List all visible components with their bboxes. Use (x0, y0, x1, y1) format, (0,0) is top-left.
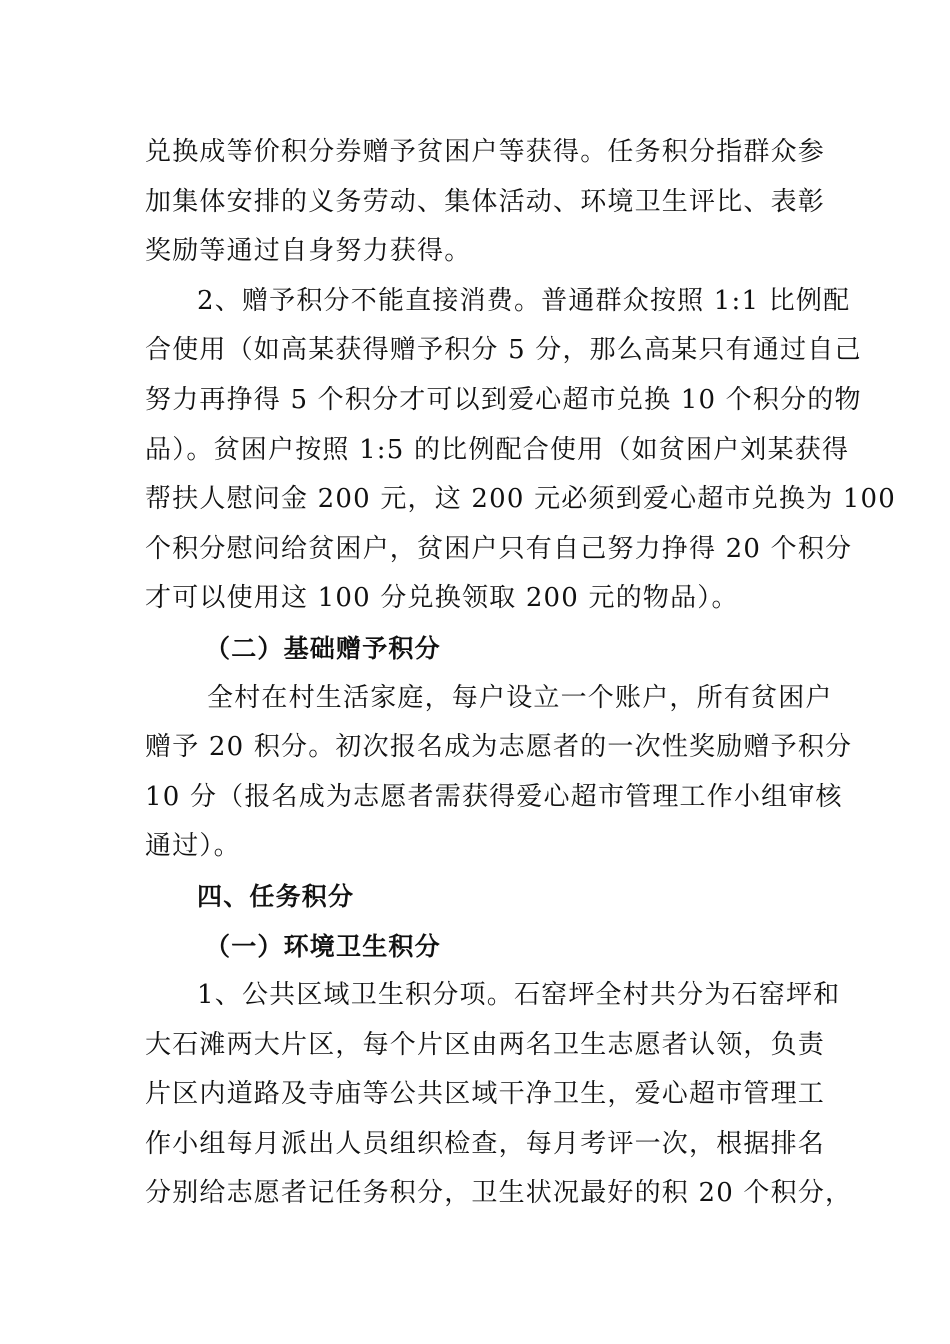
text-line: 努力再挣得 5 个积分才可以到爱心超市兑换 10 个积分的物 (145, 384, 862, 415)
text-line: 2、赠予积分不能直接消费。普通群众按照 1:1 比例配 (197, 285, 851, 316)
text-line: 才可以使用这 100 分兑换领取 200 元的物品）。 (145, 583, 739, 614)
paragraph-2 (145, 277, 897, 624)
text-line: 大石滩两大片区，每个片区由两名卫生志愿者认领，负责 (145, 1029, 826, 1060)
text-line: 10 分（报名成为志愿者需获得爱心超市管理工作小组审核 (145, 781, 843, 812)
section-heading-environment-points: （一）环境卫生积分 (205, 931, 441, 961)
text-line: 兑换成等价积分券赠予贫困户等获得。任务积分指群众参 (145, 137, 826, 167)
paragraph-4 (145, 971, 853, 1219)
text-line: 合使用（如高某获得赠予积分 5 分，那么高某只有通过自己 (145, 335, 862, 366)
text-line: 片区内道路及寺庙等公共区域干净卫生，爱心超市管理工 (145, 1079, 826, 1110)
text-line: 全村在村生活家庭，每户设立一个账户，所有贫困户 (207, 682, 833, 713)
paragraph-3 (145, 674, 853, 872)
text-line: 个积分慰问给贫困户，贫困户只有自己努力挣得 20 个积分 (145, 533, 853, 564)
text-line: 奖励等通过自身努力获得。 (145, 236, 472, 267)
text-line: 品）。贫困户按照 1:5 的比例配合使用（如贫困户刘某获得 (145, 434, 850, 465)
text-line: 加集体安排的义务劳动、集体活动、环境卫生评比、表彰 (145, 186, 826, 217)
paragraph-1 (145, 128, 826, 277)
section-heading-basic-points: （二）基础赠予积分 (205, 633, 441, 663)
text-line: 帮扶人慰问金 200 元，这 200 元必须到爱心超市兑换为 100 (145, 484, 897, 515)
section-heading-task-points: 四、任务积分 (197, 881, 355, 911)
text-line: 作小组每月派出人员组织检查，每月考评一次，根据排名 (145, 1128, 826, 1159)
text-line: 通过）。 (145, 831, 241, 862)
text-line: 分别给志愿者记任务积分，卫生状况最好的积 20 个积分， (145, 1178, 853, 1209)
text-line: 赠予 20 积分。初次报名成为志愿者的一次性奖励赠予积分 (145, 732, 853, 763)
document-page (145, 128, 897, 1219)
text-line: 1、公共区域卫生积分项。石窑坪全村共分为石窑坪和 (197, 980, 841, 1011)
